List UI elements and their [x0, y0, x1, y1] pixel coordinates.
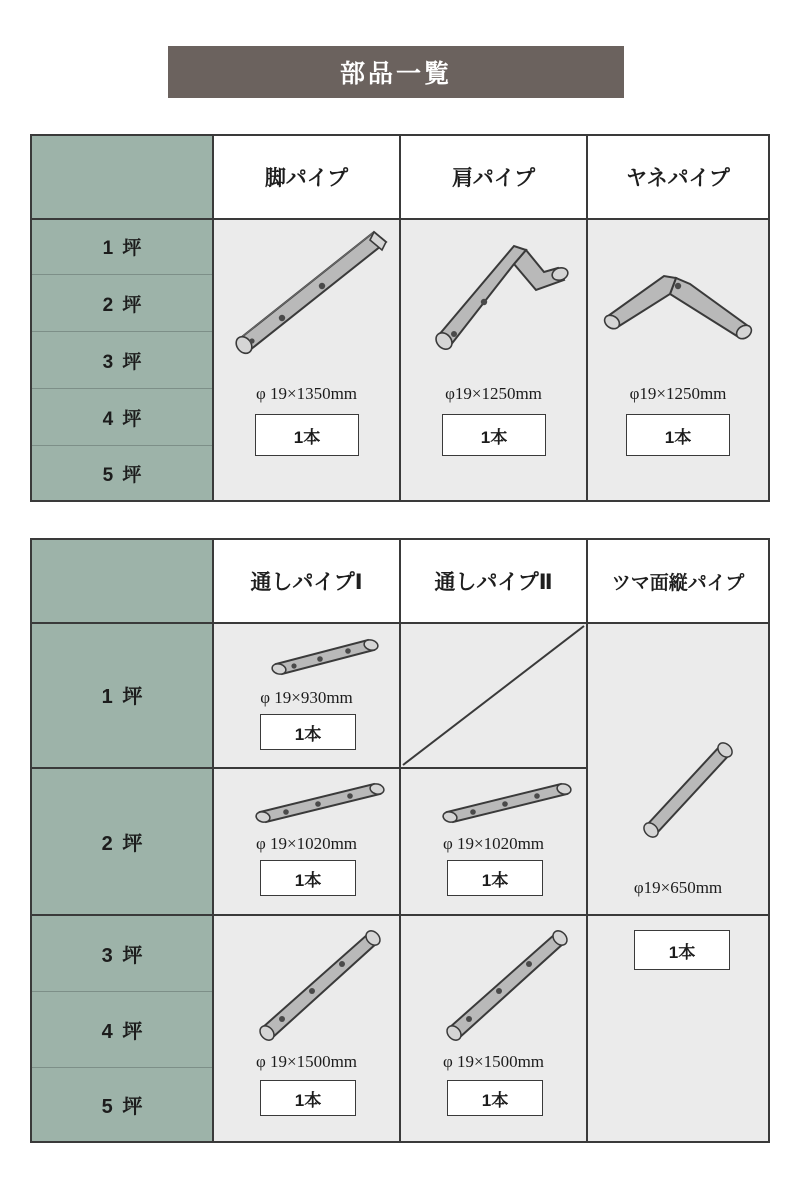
table1-qty-1: 1本 — [442, 414, 546, 456]
table2-spec-3: φ 19×1020mm — [442, 834, 545, 853]
table1-spec-2: φ19×1250mm — [629, 384, 727, 403]
table1-vline-2 — [586, 136, 588, 500]
table2-qty-4: 1本 — [260, 1080, 356, 1116]
table1-vline-0 — [212, 136, 214, 500]
long-pipe-icon — [250, 928, 390, 1048]
table1-row-label-3: 4 坪 — [32, 389, 214, 445]
table1-row-label-1: 2 坪 — [32, 275, 214, 331]
page-title: 部品一覧 — [339, 60, 452, 88]
table1-vline-1 — [399, 136, 401, 500]
table2-spec-6: φ19×650mm — [633, 878, 723, 897]
parts-table-1 — [30, 134, 770, 502]
table1-column-header-0: 脚パイプ — [214, 136, 399, 218]
table2-vline-2 — [586, 540, 588, 1141]
table2-qty-3: 1本 — [447, 860, 543, 896]
table1-spec-1: φ19×1250mm — [445, 384, 542, 403]
table2-row-label-2: 3 坪 — [32, 916, 214, 991]
medium-pipe-icon — [250, 778, 390, 834]
table2-row-label-3: 4 坪 — [32, 992, 214, 1067]
table2-spec-4: φ 19×1500mm — [255, 1052, 358, 1071]
table2-column-header-0: 通しパイプⅠ — [214, 540, 399, 622]
table2-row-label-1: 2 坪 — [32, 769, 214, 914]
bent-pipe-icon — [414, 228, 579, 368]
table2-qty-6: 1本 — [634, 930, 730, 970]
table2-row-divider-0 — [32, 767, 586, 769]
table2-column-header-1: 通しパイプⅡ — [401, 540, 586, 622]
table1-qty-0: 1本 — [255, 414, 359, 456]
table2-spec-2: φ 19×1020mm — [255, 834, 358, 853]
empty-diagonal-icon — [401, 624, 586, 767]
table2-qty-5: 1本 — [447, 1080, 543, 1116]
table2-spec-5: φ 19×1500mm — [442, 1052, 545, 1071]
page-title-bar — [168, 46, 624, 98]
table2-spec-0: φ 19×930mm — [260, 688, 353, 707]
table1-body-col-2 — [588, 220, 768, 500]
table1-column-header-2: ヤネパイプ — [588, 136, 768, 218]
table1-corner-cell — [32, 136, 214, 218]
parts-table-2 — [30, 538, 770, 1143]
table2-column-header-2: ツマ面縦パイプ — [588, 540, 768, 622]
short-pipe-icon — [262, 634, 382, 684]
table1-qty-2: 1本 — [626, 414, 730, 456]
long-pipe-icon — [437, 928, 577, 1048]
table1-spec-0: φ 19×1350mm — [255, 384, 358, 403]
table1-column-header-1: 肩パイプ — [401, 136, 586, 218]
medium-pipe-icon — [437, 778, 577, 834]
table2-qty-2: 1本 — [260, 860, 356, 896]
vertical-pipe-icon — [632, 740, 742, 850]
peak-pipe-icon — [598, 268, 763, 358]
table1-row-label-2: 3 坪 — [32, 332, 214, 388]
table2-row-label-4: 5 坪 — [32, 1068, 214, 1141]
straight-pipe-icon — [224, 228, 394, 368]
table2-corner-cell — [32, 540, 214, 622]
table1-row-label-4: 5 坪 — [32, 446, 214, 500]
table1-row-label-0: 1 坪 — [32, 218, 214, 274]
table2-row-label-0: 1 坪 — [32, 622, 214, 767]
table2-qty-0: 1本 — [260, 714, 356, 750]
